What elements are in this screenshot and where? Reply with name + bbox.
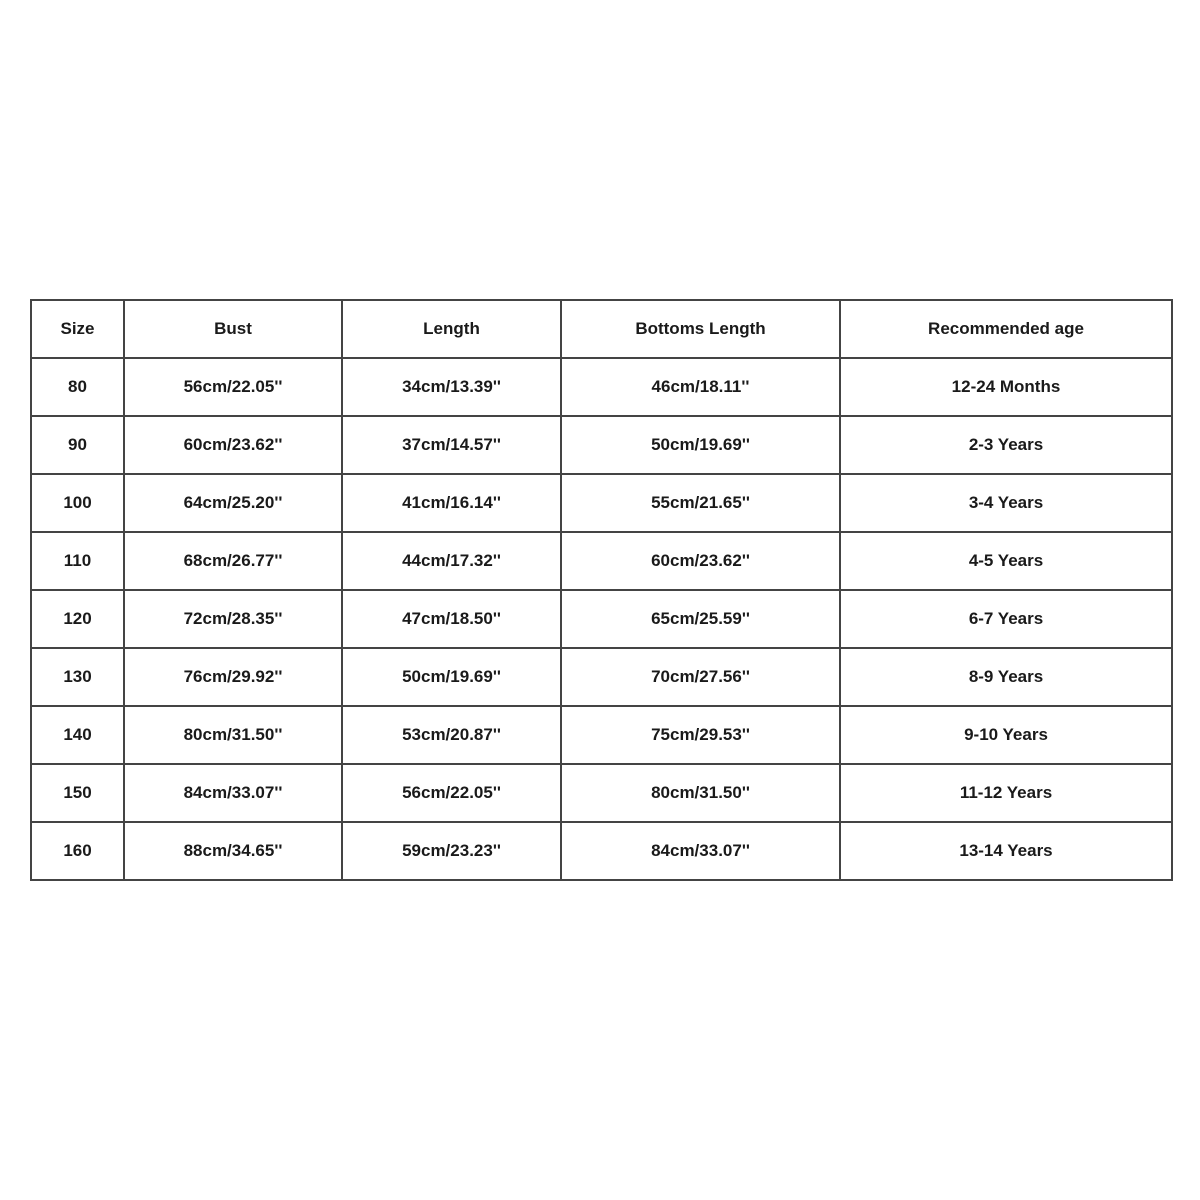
table-row <box>31 532 1172 590</box>
cell-size: 130 <box>31 648 124 706</box>
cell-bust: 64cm/25.20'' <box>124 474 342 532</box>
cell-bust: 80cm/31.50'' <box>124 706 342 764</box>
cell-size: 90 <box>31 416 124 474</box>
header-bottoms-length: Bottoms Length <box>561 300 840 358</box>
cell-bottoms-length: 55cm/21.65'' <box>561 474 840 532</box>
cell-recommended-age: 9-10 Years <box>840 706 1172 764</box>
cell-bust: 68cm/26.77'' <box>124 532 342 590</box>
cell-size: 110 <box>31 532 124 590</box>
cell-size: 160 <box>31 822 124 880</box>
cell-bottoms-length: 46cm/18.11'' <box>561 358 840 416</box>
cell-bottoms-length: 75cm/29.53'' <box>561 706 840 764</box>
cell-length: 59cm/23.23'' <box>342 822 561 880</box>
table-row <box>31 706 1172 764</box>
cell-length: 44cm/17.32'' <box>342 532 561 590</box>
cell-bust: 76cm/29.92'' <box>124 648 342 706</box>
cell-recommended-age: 4-5 Years <box>840 532 1172 590</box>
cell-bust: 56cm/22.05'' <box>124 358 342 416</box>
cell-size: 100 <box>31 474 124 532</box>
size-chart-header <box>31 300 1172 358</box>
cell-bottoms-length: 70cm/27.56'' <box>561 648 840 706</box>
cell-recommended-age: 11-12 Years <box>840 764 1172 822</box>
cell-length: 50cm/19.69'' <box>342 648 561 706</box>
cell-bottoms-length: 50cm/19.69'' <box>561 416 840 474</box>
header-size: Size <box>31 300 124 358</box>
cell-bust: 84cm/33.07'' <box>124 764 342 822</box>
size-chart-body <box>31 358 1172 880</box>
cell-length: 41cm/16.14'' <box>342 474 561 532</box>
cell-bottoms-length: 84cm/33.07'' <box>561 822 840 880</box>
cell-size: 150 <box>31 764 124 822</box>
table-row <box>31 416 1172 474</box>
header-length: Length <box>342 300 561 358</box>
cell-length: 47cm/18.50'' <box>342 590 561 648</box>
cell-bust: 60cm/23.62'' <box>124 416 342 474</box>
cell-recommended-age: 12-24 Months <box>840 358 1172 416</box>
cell-bust: 72cm/28.35'' <box>124 590 342 648</box>
cell-recommended-age: 2-3 Years <box>840 416 1172 474</box>
header-row <box>31 300 1172 358</box>
size-chart-table <box>30 299 1173 881</box>
cell-size: 80 <box>31 358 124 416</box>
cell-size: 120 <box>31 590 124 648</box>
table-row <box>31 764 1172 822</box>
cell-bottoms-length: 65cm/25.59'' <box>561 590 840 648</box>
cell-length: 34cm/13.39'' <box>342 358 561 416</box>
table-row <box>31 474 1172 532</box>
cell-length: 53cm/20.87'' <box>342 706 561 764</box>
table-row <box>31 590 1172 648</box>
cell-bottoms-length: 60cm/23.62'' <box>561 532 840 590</box>
cell-recommended-age: 8-9 Years <box>840 648 1172 706</box>
table-row <box>31 648 1172 706</box>
cell-recommended-age: 6-7 Years <box>840 590 1172 648</box>
header-recommended-age: Recommended age <box>840 300 1172 358</box>
cell-size: 140 <box>31 706 124 764</box>
cell-recommended-age: 3-4 Years <box>840 474 1172 532</box>
table-row <box>31 822 1172 880</box>
cell-length: 56cm/22.05'' <box>342 764 561 822</box>
header-bust: Bust <box>124 300 342 358</box>
cell-recommended-age: 13-14 Years <box>840 822 1172 880</box>
cell-bottoms-length: 80cm/31.50'' <box>561 764 840 822</box>
table-row <box>31 358 1172 416</box>
cell-length: 37cm/14.57'' <box>342 416 561 474</box>
cell-bust: 88cm/34.65'' <box>124 822 342 880</box>
